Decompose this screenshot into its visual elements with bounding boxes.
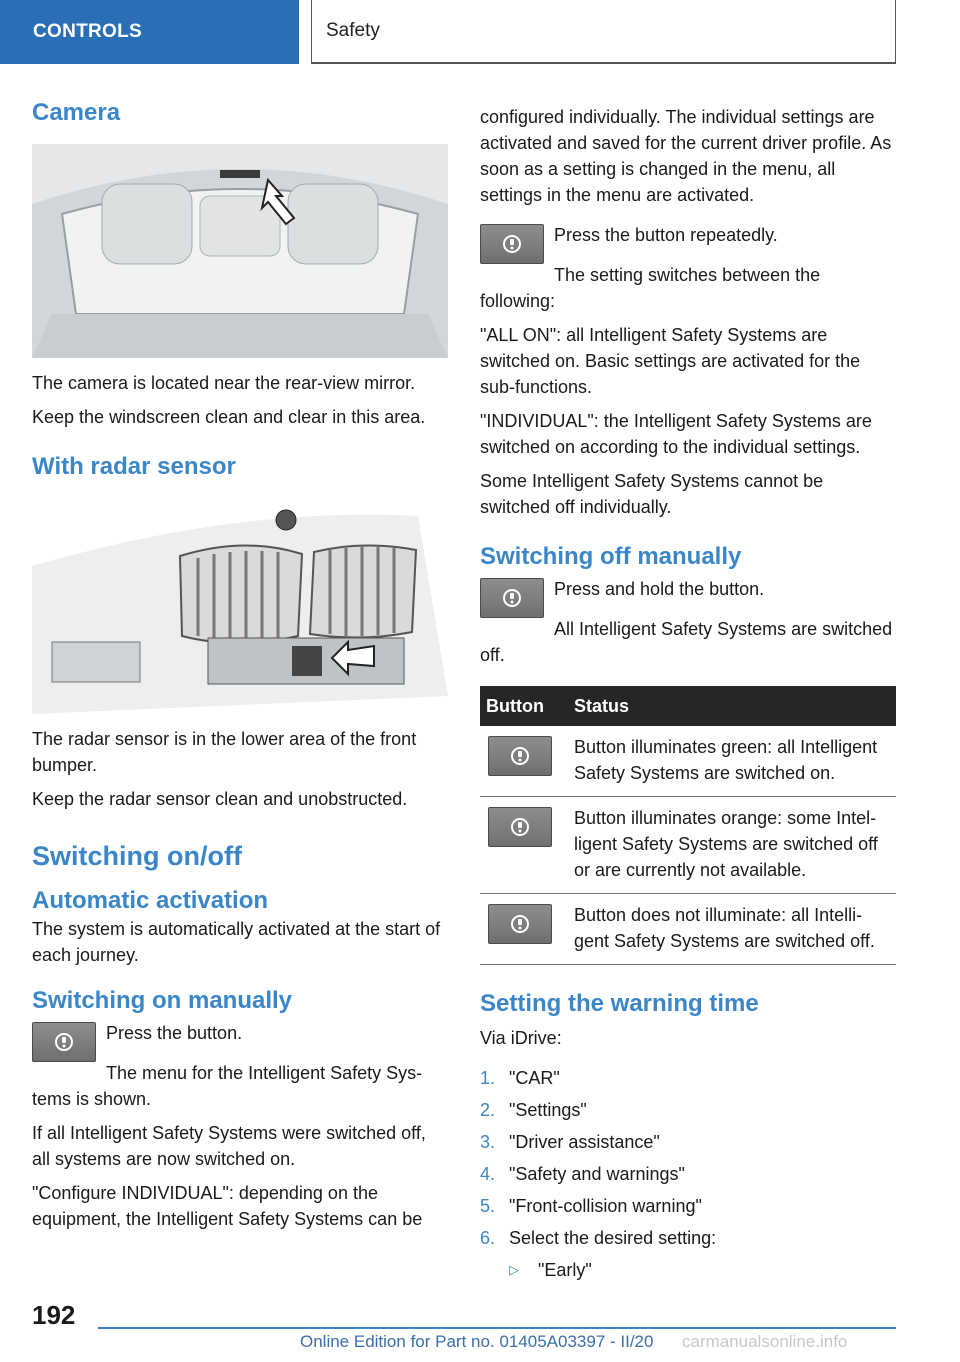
status-cell: Button does not illuminate: all Intelli‐gent Safety Systems are switched off.	[568, 894, 896, 965]
section-title: Safety	[311, 0, 896, 64]
safety-button-icon	[32, 1022, 96, 1062]
list-item: 3. "Driver assistance"	[480, 1132, 660, 1152]
status-cell: Button illuminates orange: some Intel‐ligent Safety Systems are switched off or are currently not available.	[568, 797, 896, 894]
list-item: 6. Select the desired setting:	[480, 1228, 717, 1248]
manual-on-result: The menu for the Intelligent Safety Sys‐tems is shown.	[32, 1063, 423, 1109]
manual-off-result: All Intelligent Safety Systems are switched off.	[480, 619, 893, 665]
sub-list-item	[480, 1257, 896, 1283]
manual-off-heading: Switching off manually	[480, 543, 742, 570]
status-cell: Button illuminates green: all Intelligent Safety Systems are switched on.	[568, 726, 896, 797]
list-item: 5. "Front-collision warning"	[480, 1196, 702, 1216]
via-idrive-text: Via iDrive:	[480, 1028, 562, 1048]
manual-off-step: Press and hold the button.	[554, 579, 765, 599]
radar-text-1: The radar sensor is in the lower area of the front bumper.	[32, 729, 417, 775]
radar-heading: With radar sensor	[32, 453, 236, 480]
repeat-instruction	[480, 222, 896, 264]
list-item: 2. "Settings"	[480, 1100, 587, 1120]
footer-divider	[98, 1327, 896, 1329]
sub-step-text: "Early"	[538, 1260, 592, 1280]
safety-button-icon	[480, 224, 544, 264]
idrive-steps	[480, 1065, 896, 1251]
cannot-switch-off-text: Some Intelligent Safety Systems cannot be switched off individually.	[480, 471, 824, 517]
individual-text: "INDIVIDUAL": the Intelligent Safety Systems are switched on according to the individual settings.	[480, 411, 872, 457]
manual-on-text-2: If all Intelligent Safety Systems were switched off, all systems are now switched on.	[32, 1123, 426, 1169]
camera-text-1: The camera is located near the rear-view mirror.	[32, 373, 416, 393]
repeat-result: The setting switches between the following:	[480, 265, 821, 311]
left-column	[32, 98, 448, 1240]
configure-continued-text: configured individually. The individual settings are activated and saved for the current driver profile. As soon as a setting is changed in the menu, all settings in the menu are activated.	[480, 107, 892, 205]
chapter-tab: CONTROLS	[0, 0, 299, 64]
right-column	[480, 104, 896, 1283]
radar-illustration	[32, 496, 448, 714]
all-on-text: "ALL ON": all Intelligent Safety Systems are switched on. Basic settings are activated for the sub-functions.	[480, 325, 861, 397]
safety-button-icon	[488, 807, 552, 847]
manual-off-instruction	[480, 576, 896, 618]
page-number: 192	[32, 1300, 76, 1330]
manual-on-heading: Switching on manually	[32, 987, 293, 1014]
camera-text-2: Keep the windscreen clean and clear in this area.	[32, 407, 426, 427]
camera-heading: Camera	[32, 99, 121, 126]
table-header-button: Button	[480, 686, 568, 726]
list-item: 4. "Safety and warnings"	[480, 1164, 685, 1184]
watermark: carmanualsonline.info	[682, 1332, 848, 1351]
manual-on-instruction	[32, 1020, 448, 1062]
manual-on-step: Press the button.	[106, 1023, 243, 1043]
manual-on-text-3: "Configure INDIVIDUAL": depending on the equipment, the Intelligent Safety Systems can be	[32, 1183, 423, 1229]
auto-activation-heading: Automatic activation	[32, 887, 269, 914]
switching-heading: Switching on/off	[32, 841, 242, 871]
table-row	[480, 797, 896, 894]
safety-button-icon	[488, 904, 552, 944]
safety-button-icon	[480, 578, 544, 618]
table-row	[480, 894, 896, 965]
camera-illustration	[32, 144, 448, 358]
radar-text-2: Keep the radar sensor clean and unobstructed.	[32, 789, 408, 809]
button-status-table	[480, 686, 896, 965]
safety-button-icon	[488, 736, 552, 776]
repeat-step: Press the button repeatedly.	[554, 225, 778, 245]
warning-time-heading: Setting the warning time	[480, 990, 759, 1017]
list-item: 1. "CAR"	[480, 1068, 560, 1088]
table-row	[480, 726, 896, 797]
triangle-bullet-icon: ▷	[509, 1262, 519, 1277]
auto-activation-text: The system is automatically activated at the start of each journey.	[32, 919, 441, 965]
table-header-status: Status	[568, 686, 896, 726]
edition-text: Online Edition for Part no. 01405A03397 - II/20	[300, 1332, 654, 1351]
